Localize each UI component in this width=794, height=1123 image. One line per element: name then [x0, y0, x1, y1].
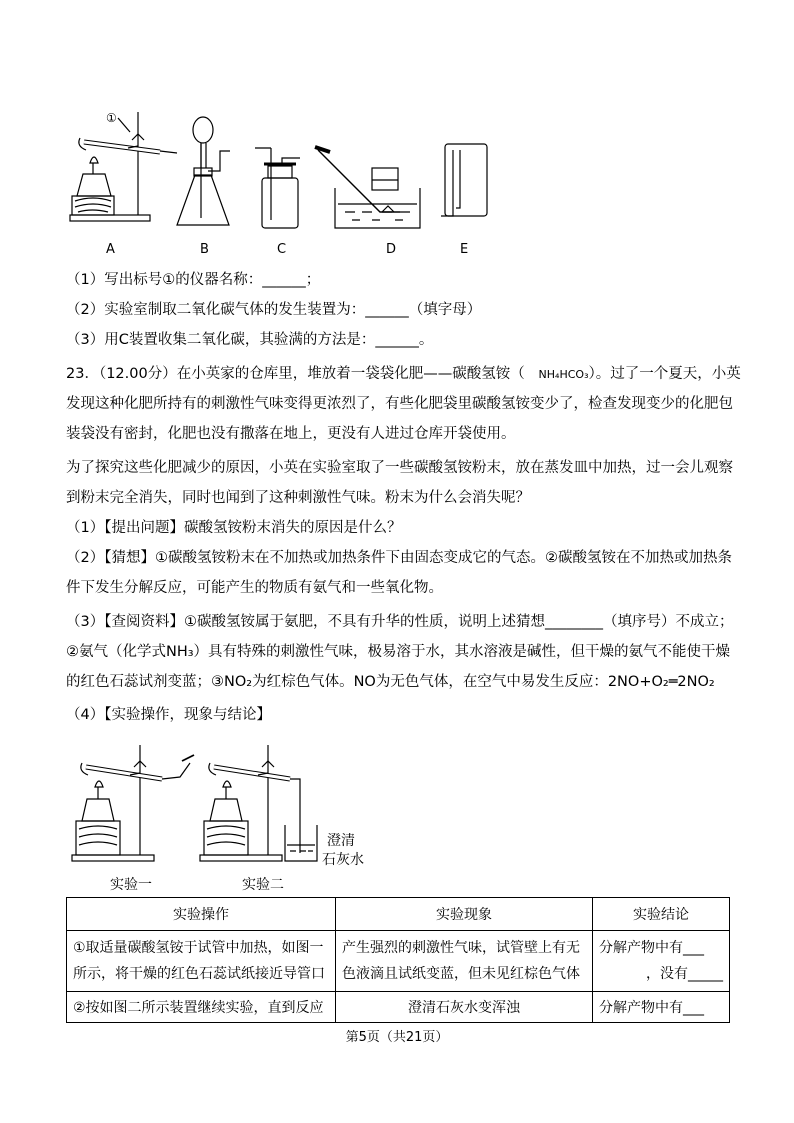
row2-observation: 澄清石灰水变浑浊: [336, 992, 593, 1023]
apparatus-b: [177, 117, 230, 225]
row2-operation: ②按如图二所示装置继续实验，直到反应: [67, 992, 336, 1023]
formula-nh4hco3: NH₄HCO₃: [538, 368, 589, 381]
header-conclusion: 实验结论: [593, 898, 730, 931]
q23-intro-line-4: 为了探究这些化肥减少的原因，小英在实验室取了一些碳酸氢铵粉末，放在蒸发皿中加热，过一会儿观察: [66, 460, 733, 476]
experiment-table: [66, 897, 730, 1023]
q23-intro-line-2: 发现这种化肥所持有的刺激性气味变得更浓烈了，有些化肥袋里碳酸氢铵变少了，检查发现变少的化肥包: [66, 396, 733, 412]
limewater-label-2: 石灰水: [322, 852, 364, 868]
caption-experiment-1: 实验一: [110, 877, 152, 893]
q22-item-1: （1）写出标号①的仪器名称：______；: [66, 272, 321, 288]
q22-item-2: （2）实验室制取二氧化碳气体的发生装置为：______（填字母）: [66, 302, 482, 318]
table-row: [67, 931, 730, 992]
label-b: B: [200, 242, 209, 257]
row1-observation: 产生强烈的刺激性气味，试管壁上有无 色液滴且试纸变蓝，但未见红棕色气体: [336, 931, 593, 992]
q23-part-2-line-1: （2）【猜想】①碳酸氢铵粉末在不加热或加热条件下由固态变成它的气态。②碳酸氢铵在不加热或加热条: [66, 550, 732, 566]
table-header-row: [67, 898, 730, 931]
q23-intro-line-5: 到粉末完全消失，同时也闻到了这种刺激性气味。粉末为什么会消失呢？: [66, 490, 530, 506]
svg-text:①: ①: [106, 111, 117, 125]
q23-part-3-line-1: （3）【查阅资料】①碳酸氢铵属于氨肥，不具有升华的性质，说明上述猜想________（填序号）不成立；: [66, 614, 734, 630]
q23-part-1: （1）【提出问题】碳酸氢铵粉末消失的原因是什么？: [66, 520, 402, 536]
header-observation: 实验现象: [336, 898, 593, 931]
label-c: C: [277, 242, 287, 257]
label-e: E: [460, 242, 469, 257]
row2-conclusion: 分解产物中有___: [593, 992, 730, 1023]
q23-part-3-line-2: ②氨气（化学式NH₃）具有特殊的刺激性气味，极易溶于水，其水溶液是碱性，但干燥的氨气不能使干燥: [66, 644, 731, 660]
row1-operation: ①取适量碳酸氢铵于试管中加热，如图一 所示，将干燥的红色石蕊试纸接近导管口: [67, 931, 336, 992]
q23-intro-line-1: 23．（12.00分）在小英家的仓库里，堆放着一袋袋化肥——碳酸氢铵（ NH₄HCO₃）。过了一个夏天，小英: [66, 366, 741, 382]
header-operation: 实验操作: [67, 898, 336, 931]
apparatus-e: [441, 144, 487, 216]
apparatus-a: [70, 111, 177, 221]
limewater-label-1: 澄清: [327, 833, 355, 849]
q23-part-3-line-3: 的红色石蕊试剂变蓝；③NO₂为红棕色气体。NO为无色气体，在空气中易发生反应：2NO+O₂═2NO₂: [66, 674, 715, 690]
q23-part-4: （4）【实验操作，现象与结论】: [66, 707, 271, 723]
label-a: A: [106, 242, 115, 257]
q23-part-2-line-2: 件下发生分解反应，可能产生的物质有氨气和一些氧化物。: [66, 580, 443, 596]
experiment-2-apparatus: [200, 745, 317, 861]
page-footer: 第5页（共21页）: [345, 1030, 449, 1045]
table-row: [67, 992, 730, 1023]
apparatus-figure: [0, 0, 794, 270]
apparatus-d: [315, 147, 420, 228]
experiment-1-apparatus: [72, 745, 194, 861]
q23-intro-line-3: 装袋没有密封，化肥也没有撒落在地上，更没有人进过仓库开袋使用。: [66, 426, 516, 442]
label-d: D: [386, 242, 397, 257]
apparatus-c: [255, 148, 300, 228]
caption-experiment-2: 实验二: [242, 877, 284, 893]
row1-conclusion: 分解产物中有___ ，没有_____: [593, 931, 730, 992]
q22-item-3: （3）用C装置收集二氧化碳，其验满的方法是：______。: [66, 332, 434, 348]
